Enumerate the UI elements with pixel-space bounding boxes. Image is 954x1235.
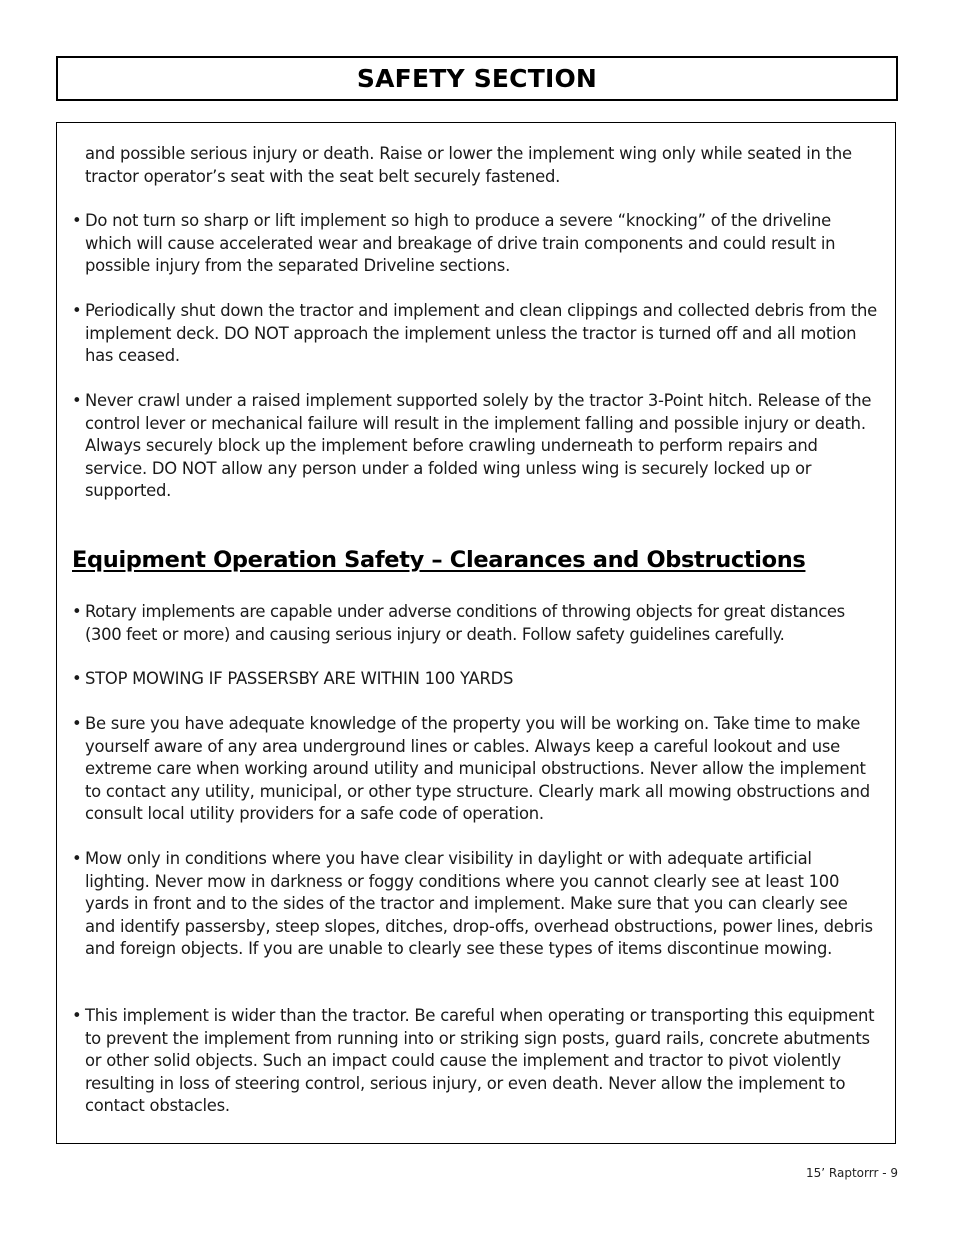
bullet-marker: • (72, 391, 82, 410)
bullet-marker: • (72, 669, 82, 688)
list-item: This implement is wider than the tractor. Be careful when operating or transporting this equipment to prevent the implement from running into or striking sign posts, guard rails, concrete abutments or other solid objects. Such an impact could cause the implement and tractor to pivot violently resulting in loss of steering control, serious injury, or even death. Never allow the implement to contact obstacles. (85, 1006, 875, 1115)
list-item: Do not turn so sharp or lift implement so high to produce a severe “knocking” of the driveline which will cause accelerated wear and breakage of drive train components and could result in possible injury from the separated Driveline sections. (85, 211, 836, 275)
continued-paragraph: and possible serious injury or death. Raise or lower the implement wing only while seated in the tractor operator’s seat with the seat belt securely fastened. (85, 144, 852, 186)
list-item: Never crawl under a raised implement supported solely by the tractor 3-Point hitch. Release of the control lever or mechanical failure will result in the implement falling and possible injury or death. Always securely block up the implement before crawling underneath to perform repairs and service. DO NOT allow any person under a folded wing unless wing is securely locked up or supported. (85, 391, 872, 500)
list-item: Rotary implements are capable under adverse conditions of throwing objects for great distances (300 feet or more) and causing serious injury or death. Follow safety guidelines carefully. (85, 602, 845, 644)
list-item: Mow only in conditions where you have clear visibility in daylight or with adequate artificial lighting. Never mow in darkness or foggy conditions where you cannot clearly see at least 100 yards in front and to the sides of the tractor and implement. Make sure that you can clearly see and identify passersby, steep slopes, ditches, drop-offs, overhead obstructions, power lines, debris and foreign objects. If you are unable to clearly see these types of items discontinue mowing. (85, 849, 873, 958)
page-number: 15’ Raptorrr - 9 (806, 1166, 898, 1180)
list-item: Periodically shut down the tractor and implement and clean clippings and collected debris from the implement deck. DO NOT approach the implement unless the tractor is turned off and all motion has ceased. (85, 301, 878, 365)
section-header (56, 56, 898, 101)
list-item: Be sure you have adequate knowledge of the property you will be working on. Take time to make yourself aware of any area underground lines or cables. Always keep a careful lookout and use extreme care when working around utility and municipal obstructions. Never allow the implement to contact any utility, municipal, or other type structure. Clearly mark all mowing obstructions and consult local utility providers for a safe code of operation. (85, 714, 870, 823)
page-title: SAFETY SECTION (356, 64, 598, 93)
section-heading: Equipment Operation Safety – Clearances and Obstructions (72, 547, 806, 573)
bullet-marker: • (72, 211, 82, 230)
bullet-marker: • (72, 301, 82, 320)
bullet-marker: • (72, 714, 82, 733)
bullet-marker: • (72, 602, 82, 621)
bullet-marker: • (72, 1006, 82, 1025)
content-panel (56, 122, 896, 1144)
bullet-marker: • (72, 849, 82, 868)
list-item: STOP MOWING IF PASSERSBY ARE WITHIN 100 YARDS (85, 669, 514, 688)
